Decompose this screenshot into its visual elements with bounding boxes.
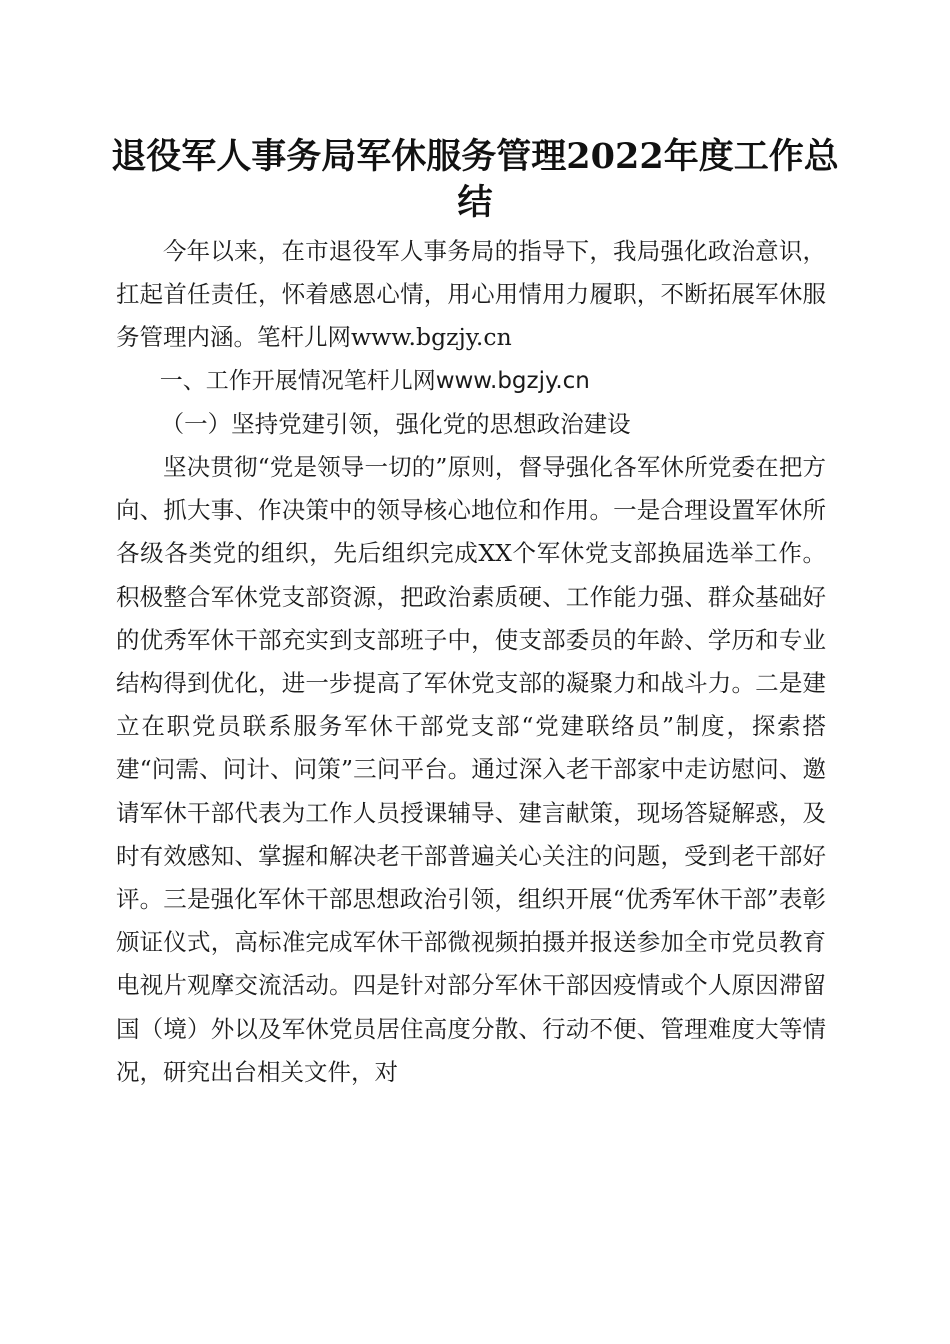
document-body [116, 230, 826, 1094]
intro-paragraph: 今年以来，在市退役军人事务局的指导下，我局强化政治意识，扛起首任责任，怀着感恩心情，用心用情用力履职，不断拓展军休服务管理内涵。笔杆儿网www.bgzjy.cn [116, 237, 826, 352]
document-title: 退役军人事务局军休服务管理2022年度工作总结 [111, 136, 839, 223]
section-heading: 一、工作开展情况笔杆儿网www.bgzjy.cn [159, 367, 590, 394]
body-paragraph: 坚决贯彻“党是领导一切的”原则，督导强化各军休所党委在把方向、抓大事、作决策中的领导核心地位和作用。一是合理设置军休所各级各类党的组织，先后组织完成XX个军休党支部换届选举工作。积极整合军休党支部资源，把政治素质硬、工作能力强、群众基础好的优秀军休干部充实到支部班子中，使支部委员的年龄、学历和专业结构得到优化，进一步提高了军休党支部的凝聚力和战斗力。二是建立在职党员联系服务军休干部党支部“党建联络员”制度，探索搭建“问需、问计、问策”三问平台。通过深入老干部家中走访慰问、邀请军休干部代表为工作人员授课辅导、建言献策，现场答疑解惑，及时有效感知、掌握和解决老干部普遍关心关注的问题，受到老干部好评。三是强化军休干部思想政治引领，组织开展“优秀军休干部”表彰颁证仪式，高标准完成军休干部微视频拍摄并报送参加全市党员教育电视片观摩交流活动。四是针对部分军休干部因疫情或个人原因滞留国（境）外以及军休党员居住高度分散、行动不便、管理难度大等情况，研究出台相关文件，对 [116, 453, 826, 1086]
subsection-heading: （一）坚持党建引领，强化党的思想政治建设 [160, 409, 631, 438]
